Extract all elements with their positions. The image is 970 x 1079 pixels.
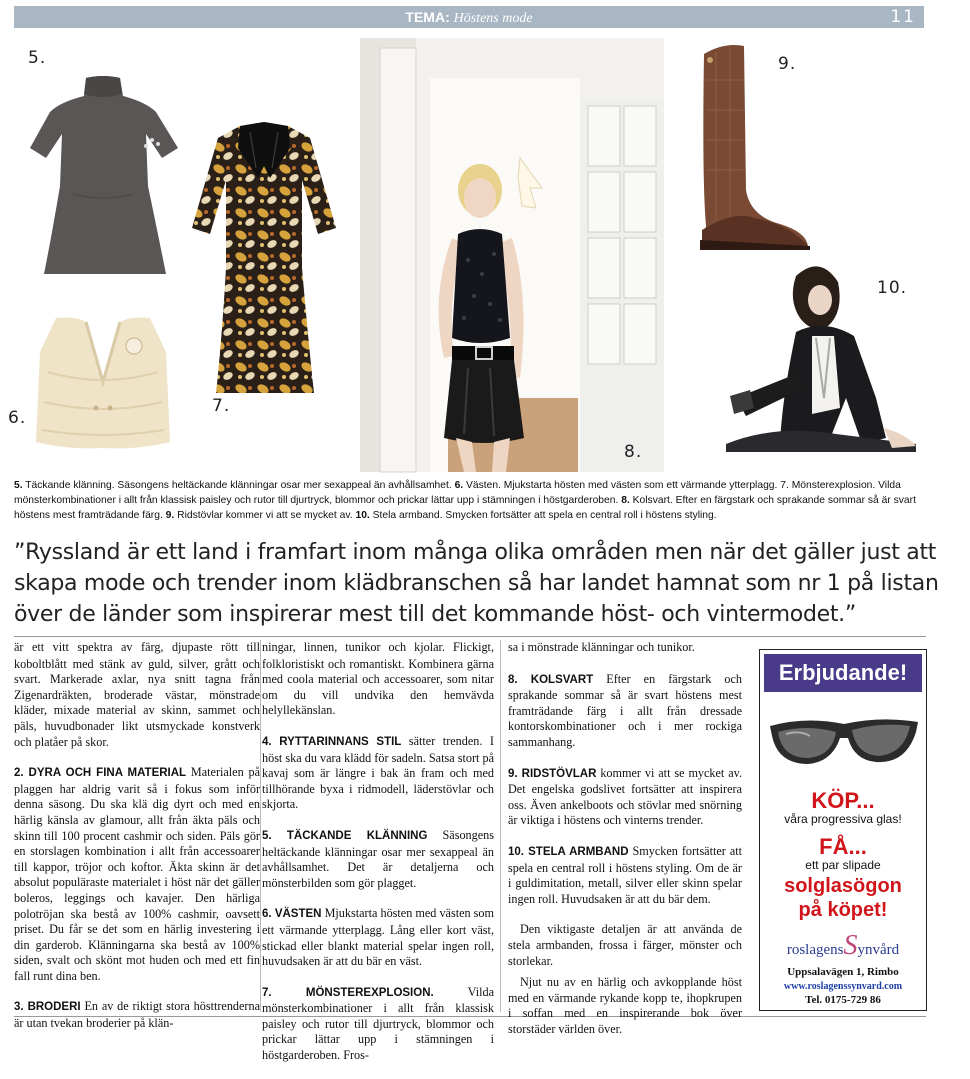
caption-num: 9. xyxy=(165,510,175,521)
paragraph-text: sätter trenden. I höst ska du vara klädd för sadeln. Satsa stort på kavaj som är längre i bak än fram och med tillhörande byxa i ridmodell, läderstövlar och skjorta. xyxy=(262,733,494,812)
caption-text: Stela armband. Smycken fortsätter att spela en central roll i höstens styling. xyxy=(369,510,717,521)
photo-number-6: 6. xyxy=(8,408,27,428)
paragraph xyxy=(508,640,742,657)
caption-num: 6. xyxy=(454,480,464,491)
caption-num: 8. xyxy=(621,495,630,506)
caption-num: 5. xyxy=(14,480,23,491)
caption-text: Västen. Mjukstarta hösten med västen som ett värmande ytterplagg. 7. Mönsterexplosion. Vilda mönsterkombinationer i allt från klassisk paisley och rutor till djurtryck, blommor och prickar lättar upp i stämningen i höstgarderoben. xyxy=(14,480,901,506)
logo-text: roslagens xyxy=(786,942,844,958)
paragraph xyxy=(262,985,494,1064)
paragraph-text: Säsongens heltäckande klänningar osar mer sexappeal än avhållsamhet. Det är detaljerna och mönsterbilden som gör plagget. xyxy=(262,827,494,890)
paragraph-text: Efter en färgstark och sprakande sommar så är svart höstens mest framträdande färg i allt från dressade kontorskombinationer och i mer rockiga sammanhang. xyxy=(508,671,742,749)
paragraph-heading: 9. RIDSTÖVLAR xyxy=(508,767,597,780)
ad-offer-line: på köpet! xyxy=(798,899,888,921)
paragraph-heading: 8. KOLSVART xyxy=(508,673,594,686)
ad-kop: KÖP... xyxy=(811,788,875,813)
paragraph-text: kommer vi att se mycket av. Det engelska godslivet fortsätter att inspirera oss. Även ankelboots och stövlar med snörning är viktiga i höstens och vinterns trender. xyxy=(508,765,742,828)
photo-number-8: 8. xyxy=(624,442,643,462)
paragraph-heading: 6. VÄSTEN xyxy=(262,908,322,921)
photo-caption xyxy=(14,478,938,523)
paisley-dress-photo-7 xyxy=(190,118,338,398)
tema-label: TEMA: xyxy=(405,9,450,25)
ad-address: Uppsalavägen 1, Rimbo xyxy=(787,966,899,978)
page-number: 11 xyxy=(890,7,916,27)
paragraph xyxy=(508,766,742,829)
sunglasses-icon xyxy=(766,712,922,772)
paragraph-heading: 5. TÄCKANDE KLÄNNING xyxy=(262,829,428,842)
roslagens-synvard-logo xyxy=(760,930,926,962)
paragraph-text: Mjukstarta hösten med västen som ett värmande ytterplagg. Lång eller kort väst, stickad eller blankt material spelar ingen roll, huvudsaken är att du bär en väst. xyxy=(262,906,494,969)
advertisement[interactable] xyxy=(759,649,927,1011)
tema-subject: Höstens mode xyxy=(453,11,533,26)
paragraph xyxy=(262,828,494,891)
photo-number-5: 5. xyxy=(28,48,47,68)
photo-number-9: 9. xyxy=(778,54,797,74)
ad-website-link[interactable]: www.roslagenssynvard.com xyxy=(783,981,903,992)
article-column-2 xyxy=(262,640,494,1079)
paragraph xyxy=(14,765,260,984)
model-doorway-photo-8 xyxy=(360,38,664,472)
ad-kop-sub: våra progressiva glas! xyxy=(784,812,902,826)
paragraph xyxy=(262,734,494,813)
column-divider xyxy=(260,640,261,1012)
article-column-1 xyxy=(14,640,260,1047)
caption-text: Täckande klänning. Säsongens heltäckande klänningar osar mer sexappeal än avhållsamhet. xyxy=(22,480,455,491)
photo-number-7: 7. xyxy=(212,396,231,416)
article-column-3 xyxy=(508,640,742,1052)
ad-fa-sub: ett par slipade xyxy=(805,858,881,872)
logo-text: ynvård xyxy=(857,942,900,958)
paragraph-text: Materialen på plaggen har aldrig varit så i fokus som inför denna säsong. Du ska klä dig dyrt och med en härlig känsla av glamour, allt från äkta päls och skinn till 100 procent cashmir och siden. Päls gör en storslagen kombination i allt från accessoarer till kappor, tröjor och koftor. Äkta skinn är det absolut populäraste materialet i höst när det gäller boleros, leggings och kavajer. Den härliga polotröjan ska bestå av 100% cashmir, oavsett priset. Du får se det som en härlig investering i din garderob. Klänningarna ska bestå av 100% siden, svalt och skönt mot huden och med ett fin fall runt dina ben. xyxy=(14,765,260,983)
paragraph-heading: 2. DYRA OCH FINA MATERIAL xyxy=(14,767,187,780)
paragraph xyxy=(508,975,742,1037)
caption-text: Ridstövlar kommer vi att se mycket av. xyxy=(174,510,356,521)
paragraph xyxy=(14,640,260,750)
paragraph xyxy=(508,922,742,969)
ad-phone: Tel. 0175-729 86 xyxy=(805,994,881,1006)
ad-offer-line: solglasögon xyxy=(784,875,902,897)
paragraph-heading: 7. MÖNSTEREXPLOSION. xyxy=(262,986,434,999)
caption-num: 10. xyxy=(355,510,370,521)
paragraph-text: En av de riktigt stora hösttrenderna är utan tvekan broderier på klän- xyxy=(14,999,260,1031)
paragraph-heading: 10. STELA ARMBAND xyxy=(508,845,629,858)
paragraph-text: är ett vitt spektra av färg, djupaste rött till koboltblått med stänk av guld, silver, grått och svart. Markerade axlar, nya snitt tagna från Zigenardräkten, broderade västar, mönstrade kläder, mixade material av skinn, sammet och päls, huvudbonader likt utsmyckade konstverk och platåer på skor. xyxy=(14,640,260,749)
paragraph-text: Smycken fortsätter att spela en central roll i höstens styling. Om de är i guldimitation, metall, silver eller skinn spelar ingen roll. Huvudsaken är att du bär dem. xyxy=(508,843,742,906)
section-header xyxy=(14,6,924,28)
paragraph-heading: 4. RYTTARINNANS STIL xyxy=(262,735,402,748)
paragraph-text: Den viktigaste detaljen är att använda de stela armbanden, frossa i färger, mönster och storlekar. xyxy=(508,922,742,968)
column-top-rule xyxy=(14,636,926,637)
paragraph-text: Vilda mönsterkombinationer i allt från klassisk paisley och rutor till djurtryck, blommor och prickar lättar upp i stämningen i höstgarderoben. Fros- xyxy=(262,984,494,1063)
paragraph-text: ningar, linnen, tunikor och kjolar. Flickigt, folkloristiskt och romantiskt. Kombinera gärna med coola material och accessoarer, som nitar om du vill undvika den hemvävda helyllekänslan. xyxy=(262,640,494,718)
paragraph xyxy=(508,672,742,751)
section-title xyxy=(14,9,924,27)
ad-fa: FÅ... xyxy=(819,834,867,859)
paragraph-text: sa i mönstrade klänningar och tunikor. xyxy=(508,640,695,654)
photo-number-10: 10. xyxy=(877,278,908,298)
ad-offer xyxy=(760,874,926,922)
paragraph xyxy=(508,844,742,907)
dress-photo-5 xyxy=(28,74,178,279)
paragraph xyxy=(14,999,260,1031)
vest-photo-6 xyxy=(28,312,178,452)
ad-headline: Erbjudande! xyxy=(764,654,922,692)
pull-quote: ”Ryssland är ett land i framfart inom många olika områden men när det gäller just att skapa mode och trender inom klädbranschen så har landet hamnat som nr 1 på listan över de länder som inspirerar mest till det kommande höst- och vintermodet.” xyxy=(14,540,939,627)
logo-initial: S xyxy=(843,930,858,961)
paragraph xyxy=(262,640,494,719)
paragraph-text: Njut nu av en härlig och avkopplande höst med en värmande rykande kopp te, ihopkrupen i soffan med en inspirerande bok över storstäder världen över. xyxy=(508,975,742,1036)
column-divider xyxy=(500,640,501,1012)
paragraph xyxy=(262,906,494,969)
paragraph-heading: 3. BRODERI xyxy=(14,1001,81,1014)
caption-text: Kolsvart. Efter en färgstark och sprakande sommar så är svart höstens mest framträdande färg. xyxy=(14,495,916,521)
